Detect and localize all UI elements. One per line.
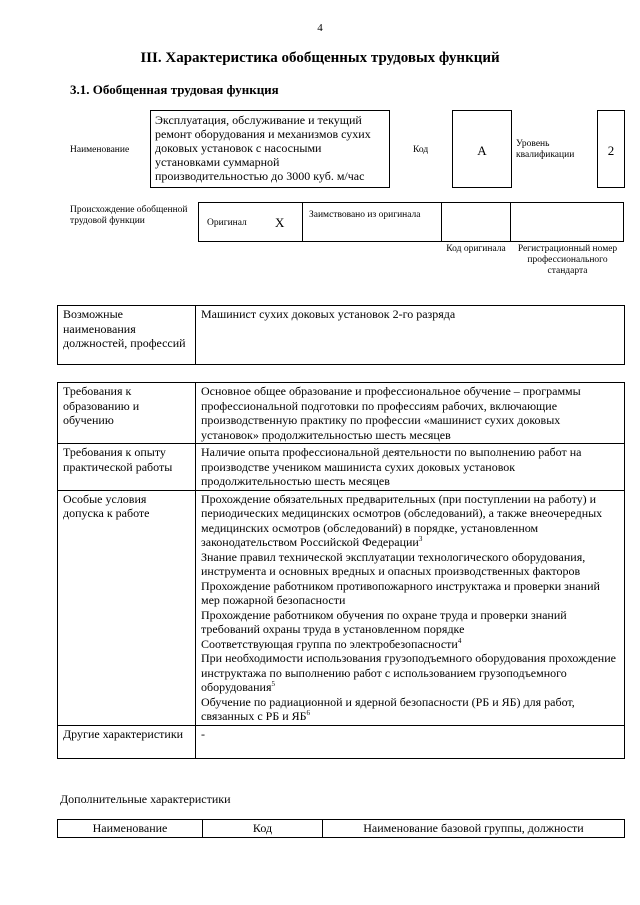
req-value: Наличие опыта профессиональной деятельности по выполнению работ на производстве учеником машиниста сухих доковых установок продолжительностью шесть месяцев xyxy=(196,444,625,491)
page-number: 4 xyxy=(317,22,323,34)
table-row xyxy=(58,444,625,491)
name-label: Наименование xyxy=(70,145,130,155)
section-title: III. Характеристика обобщенных трудовых функций xyxy=(140,50,500,66)
additional-table xyxy=(57,819,625,838)
footnote-mark: 6 xyxy=(306,709,311,717)
name-value: Эксплуатация, обслуживание и текущий ремонт оборудования и механизмов сухих доковых установок с насосными установками суммарной производительностью до 3000 куб. м/час xyxy=(150,110,390,188)
additional-header: Наименование базовой группы, должности xyxy=(323,820,625,838)
req-item: Прохождение работником обучения по охране труда и проверки знаний требований охраны труда в установленном порядке xyxy=(201,607,567,636)
table-row xyxy=(58,820,625,838)
req-item: Прохождение работником противопожарного инструктажа и проверки знаний мер пожарной безопасности xyxy=(201,578,600,607)
origin-divider xyxy=(510,203,511,241)
origin-label: Происхождение обобщенной трудовой функции xyxy=(70,205,188,226)
positions-label: Возможные наименования должностей, профессий xyxy=(58,306,196,365)
table-row xyxy=(58,306,625,365)
req-label: Требования к опыту практической работы xyxy=(58,444,196,491)
req-value: - xyxy=(196,725,625,758)
additional-header: Код xyxy=(203,820,323,838)
table-row xyxy=(58,725,625,758)
original-label: Оригинал xyxy=(207,218,247,228)
borrowed-label: Заимствовано из оригинала xyxy=(309,210,421,220)
footnote-mark: 5 xyxy=(271,680,275,688)
requirements-table xyxy=(57,382,625,759)
footnote-mark: 3 xyxy=(418,535,423,543)
origin-divider xyxy=(441,203,442,241)
table-row xyxy=(58,383,625,444)
level-value: 2 xyxy=(597,110,625,188)
req-item: Прохождение обязательных предварительных (при поступлении на работу) и периодических медицинских осмотров (обследований), а также внеочередных медицинских осмотров (обследований) в порядке, установленном законодательством Российской Федерации$^3$ xyxy=(201,491,603,549)
additional-header: Наименование xyxy=(58,820,203,838)
req-item: Соответствующая группа по электробезопасности$^4$ xyxy=(201,636,462,651)
level-label: Уровень квалификации xyxy=(516,139,575,160)
code-label: Код xyxy=(413,145,429,155)
code-original-caption: Код оригинала xyxy=(446,244,506,254)
subsection-title: 3.1. Обобщенная трудовая функция xyxy=(70,82,279,97)
req-item: При необходимости использования грузоподъемного оборудования прохождение инструктажа по выполнению работ с использованием грузоподъемного оборудования$^5$ xyxy=(201,651,616,694)
origin-divider xyxy=(302,203,303,241)
additional-title: Дополнительные характеристики xyxy=(60,792,231,806)
req-value xyxy=(196,490,625,725)
reg-number-caption: Регистрационный номер профессионального стандарта xyxy=(517,244,618,276)
req-item: Знание правил технической эксплуатации технологического оборудования, инструмента и основных вредных и опасных производственных факторов xyxy=(201,549,586,578)
req-item: Обучение по радиационной и ядерной безопасности (РБ и ЯБ) для работ, связанных с РБ и $ЯБ^6$ xyxy=(201,694,575,723)
table-row xyxy=(58,490,625,725)
req-label: Другие характеристики xyxy=(58,725,196,758)
req-label: Требования к образованию и обучению xyxy=(58,383,196,444)
origin-table xyxy=(198,202,624,242)
positions-table xyxy=(57,305,625,365)
code-value: А xyxy=(452,110,512,188)
positions-value: Машинист сухих доковых установок 2-го разряда xyxy=(196,306,625,365)
req-value: Основное общее образование и профессиональное обучение – программы профессиональной подготовки по профессиям рабочих, включающие производственную практику по профессии «машинист сухих доковых установок» продолжительностью шесть месяцев xyxy=(196,383,625,444)
req-label: Особые условия допуска к работе xyxy=(58,490,196,725)
original-mark: X xyxy=(275,215,285,230)
footnote-mark: 4 xyxy=(457,636,462,645)
